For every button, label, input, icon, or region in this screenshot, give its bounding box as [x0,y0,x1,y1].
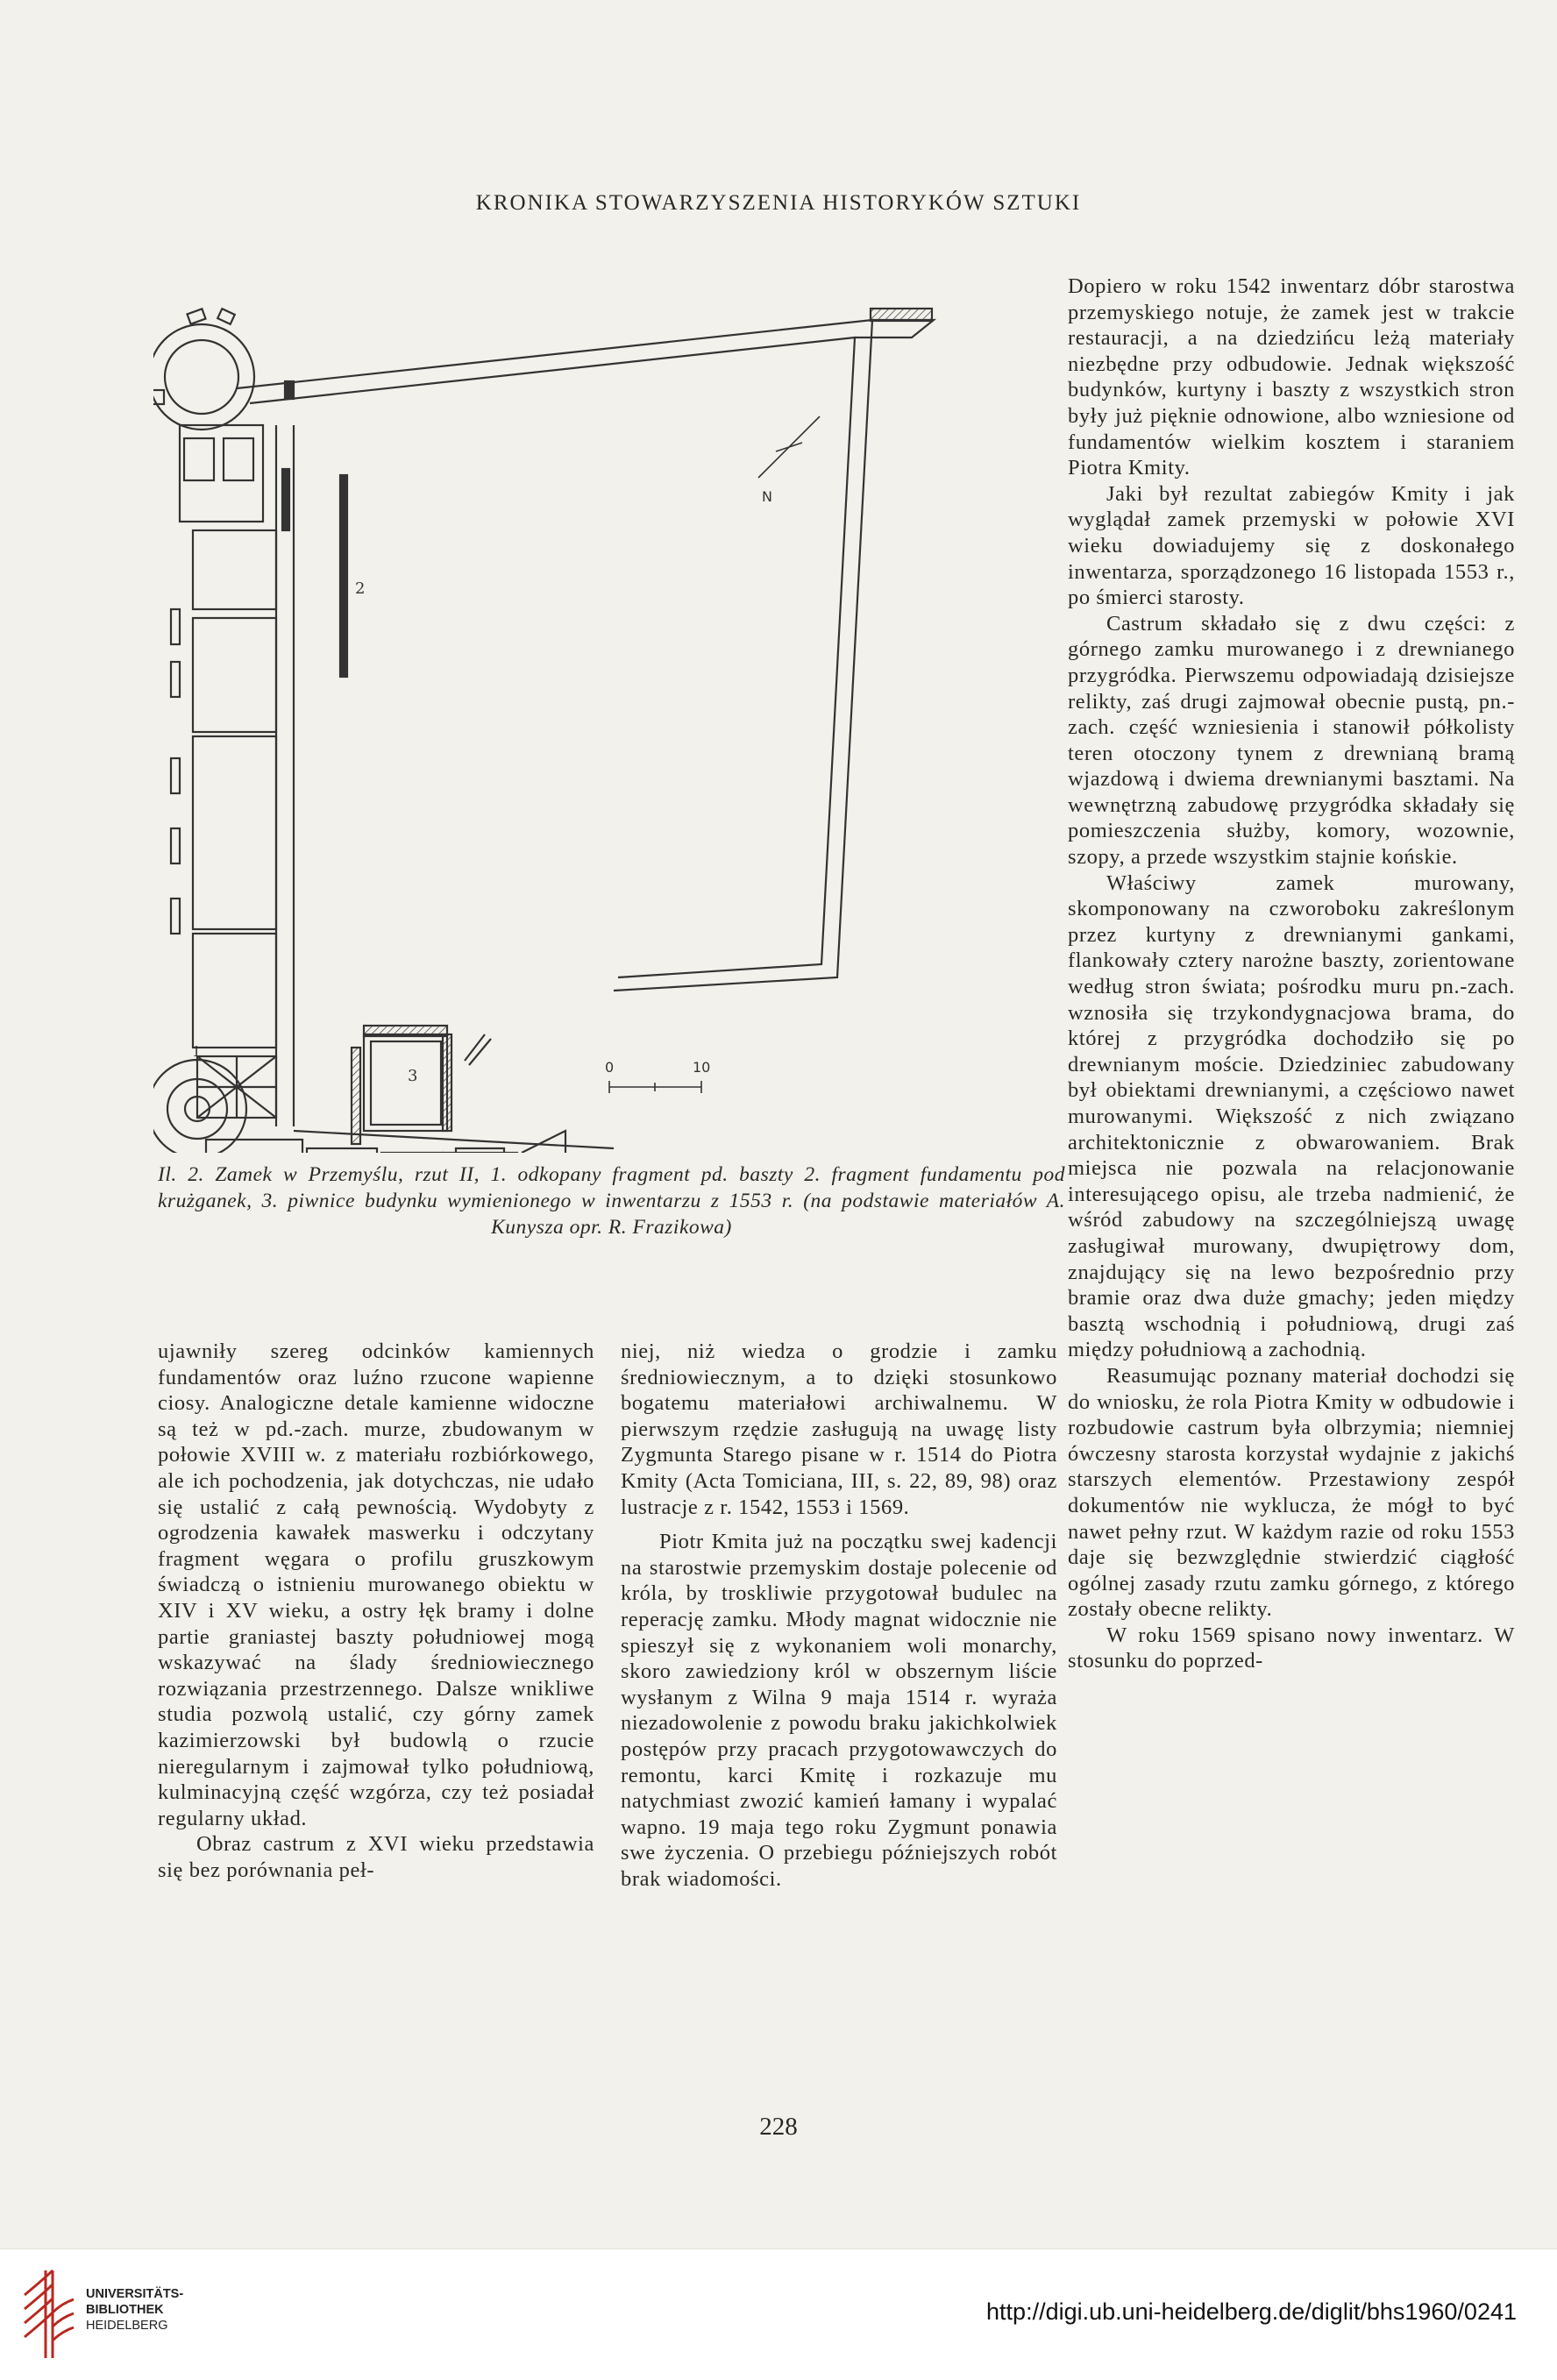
digitization-footer [0,2249,1557,2380]
castle-floor-plan [153,285,1021,1153]
north-label: N [762,488,772,505]
paragraph: Reasumując poznany materiał dochodzi się do wniosku, że rola Piotra Kmity w odbudowie i rozbudowie castrum była olbrzymia; niemniej ówczesny starosta korzystał wydajnie z jakichś starszych elementów. Przestawiony zespół dokumentów nie wyklucza, że mógł to być nawet pełny rzut. W każdym razie od roku 1553 daje się bezwzględnie stwierdzić ciągłość ogólnej zasady rzutu zamku górnego, z którego zostały obecne relikty. [1068,1363,1515,1622]
paragraph: W roku 1569 spisano nowy inwentarz. W stosunku do poprzed- [1068,1623,1515,1673]
text-column-middle [621,1339,1057,1892]
cellar-3 [364,1034,447,1131]
label-3: 3 [408,1067,418,1085]
library-logo-icon [19,2260,81,2369]
library-name: UNIVERSITÄTS- BIBLIOTHEK HEIDELBERG [86,2287,184,2333]
page-number: 228 [759,2113,798,2141]
text-column-right [1068,274,1515,1674]
fragment-2 [340,475,347,677]
paragraph: ujawniły szereg odcinków kamiennych fundamentów oraz luźno rzucone wapienne ciosy. Analogiczne detale kamienne widoczne są też w pd.-zach. murze, zbudowanym w połowie XVIII w. z materiału rozbiórkowego, ale ich pochodzenia, jak dotychczas, nie udało się ustalić z całą pewnością. Wydobyty z ogrodzenia kawałek maswerku i odczytany fragment węgara o profilu gruszkowym świadczą o istnieniu murowanego obiektu w XIV i XV wieku, a ostry łęk bramy i dolne partie graniastej baszty południowej mogą wskazywać na ślady średniowiecznego rozwiązania przestrzennego. Dalsze wnikliwe studia pozwolą ustalić, czy górny zamek kazimierzowski był budowlą o rzucie nieregularnym i zajmował tylko południową, kulminacyjną część wzgórza, czy też posiadał regularny układ. [158,1339,594,1830]
paragraph: Piotr Kmita już na początku swej kadencji na starostwie przemyskim dostaje polecenie od króla, by troskliwie przygotował budulec na reperację zamku. Młody magnat widocznie nie spieszył się z wykonaniem woli monarchy, skoro zawiedziony król w obszernym liście wysłanym z Wilna 9 maja 1514 r. wyraża niezadowolenie z powodu braku jakichkolwiek postępów przy pracach przygotowawczych do remontu, karci Kmitę i rozkazuje mu natychmiast zwozić kamień łamany i wypalać wapno. 19 maja tego roku Zygmunt ponawia swe życzenia. O przebiegu późniejszych robót brak wiadomości. [621,1530,1057,1891]
label-2: 2 [355,579,366,598]
north-arrow [758,416,820,478]
paragraph: Castrum składało się z dwu części: z górnego zamku murowanego i z drewnianego przygródka. Pierwszemu odpowiadają dzisiejsze relikty, zaś drugi zajmował obecnie pustą, pn.-zach. część wzniesienia i stanowił półkolisty teren otoczony tynem z drewnianą bramą wjazdową i dwiema drewnianymi basztami. Na wewnętrzną zabudowę przygródka składały się pomieszczenia służby, komory, wozownie, szopy, a przede wszystkim stajnie końskie. [1068,611,1515,870]
text-column-left [158,1339,594,1883]
label-1: 1 [192,1043,202,1060]
paragraph: Dopiero w roku 1542 inwentarz dóbr starostwa przemyskiego notuje, że zamek jest w trakcie restauracji, a na dziedzińcu leżą materiały niezbędne przy odbudowie. Jednak większość budynków, kurtyny i baszty z wszystkich stron były już pięknie odnowione, albo wzniesione od fundamentów wielkim kosztem i staraniem Piotra Kmity. [1068,274,1515,480]
source-url-link[interactable]: http://digi.ub.uni-heidelberg.de/diglit/bhs1960/0241 [986,2298,1517,2325]
paragraph: Jaki był rezultat zabiegów Kmity i jak wyglądał zamek przemyski w połowie XVI wieku dowiadujemy się z doskonałego inwentarza, sporządzonego 16 listopada 1553 r., po śmierci starosty. [1068,481,1515,610]
paragraph: Właściwy zamek murowany, skomponowany na czworoboku zakreślonym przez kurtyny z drewnianymi gankami, flankowały cztery narożne baszty, zorientowane według stron świata; pośrodku muru pn.-zach. wznosiła się trzykondygnacjowa brama, do której z przygródka dochodziło się po drewnianym moście. Dziedziniec zabudowany był obiektami drewnianymi, a częściowo nawet murowanymi. Większość z nich związano architektonicznie z obwarowaniem. Brak miejsca nie pozwala na relacjonowanie interesującego opisu, ale trzeba nadmienić, że wśród zabudowy na szczególniejszą uwagę zasługiwał murowany, dwupiętrowy dom, znajdujący się na lewo bezpośrednio przy bramie oraz dwa duże gmachy; jeden między basztą wschodnią i południową, drugi zaś między południową a zachodnią. [1068,870,1515,1362]
running-title: KRONIKA STOWARZYSZENIA HISTORYKÓW SZTUKI [475,191,1082,215]
scale-ten-label: 10 [693,1059,711,1076]
outer-wall [237,320,872,991]
paragraph: niej, niż wiedza o grodzie i zamku średniowiecznym, a to dzięki stosunkowo bogatemu materiałowi archiwalnemu. W pierwszym rzędzie zasługują na uwagę listy Zygmunta Starego pisane w r. 1514 do Piotra Kmity (Acta Tomiciana, III, s. 22, 89, 98) oraz lustracje z r. 1542, 1553 i 1569. [621,1339,1057,1519]
figure-caption: Il. 2. Zamek w Przemyślu, rzut II, 1. odkopany fragment pd. baszty 2. fragment fundamentu pod krużganek, 3. piwnice budynku wymienionego w inwentarzu z 1553 r. (na podstawie materiałów A. Kunysza opr. R. Frazikowa) [158,1163,1065,1239]
scale-bar [609,1081,701,1093]
scale-zero-label: 0 [605,1059,615,1076]
paragraph: Obraz castrum z XVI wieku przedstawia się bez porównania peł- [158,1832,594,1882]
